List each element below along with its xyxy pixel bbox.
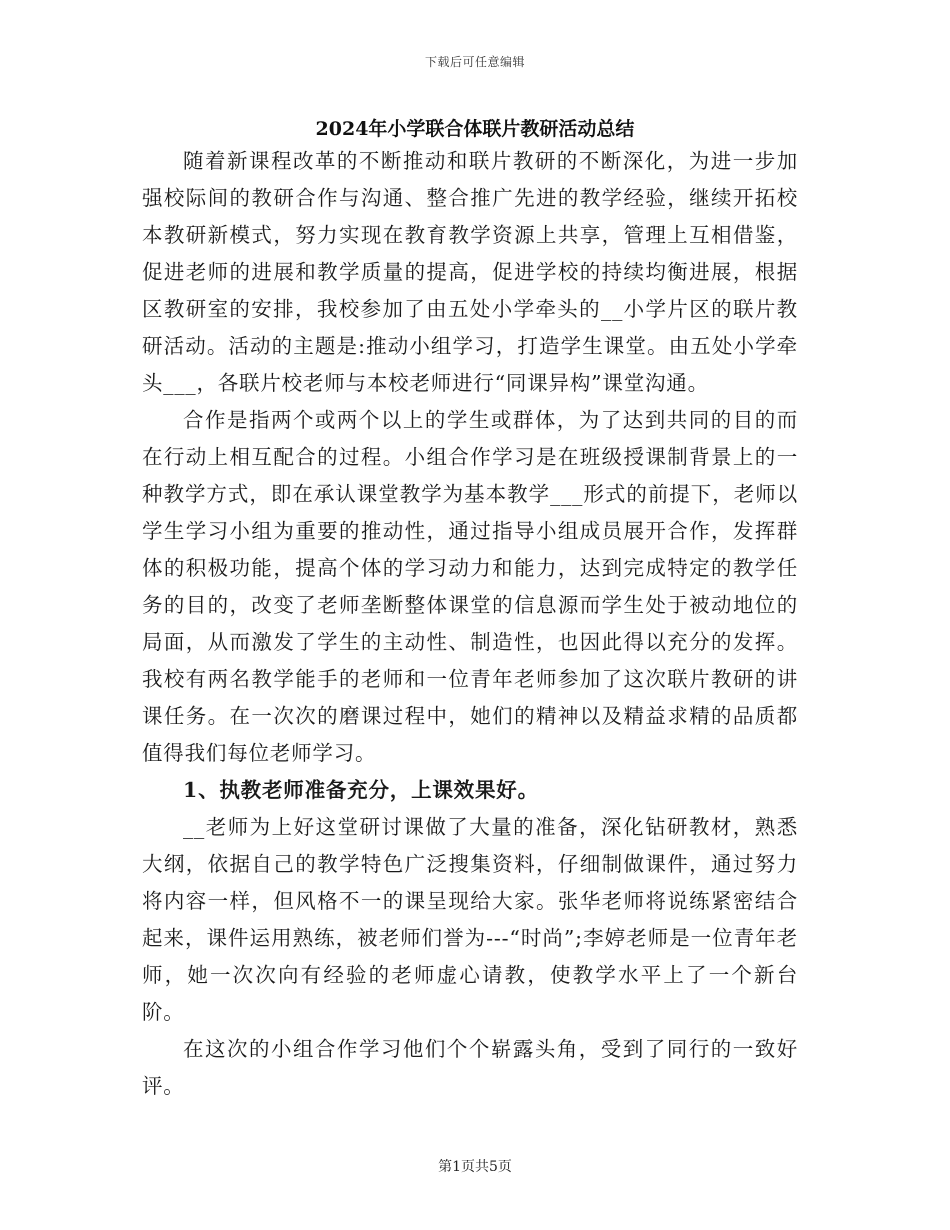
paragraph-cooperation: 合作是指两个或两个以上的学生或群体，为了达到共同的目的而在行动上相互配合的过程。小组合作学习是在班级授课制背景上的一种教学方式，即在承认课堂教学为基本教学___形式的前提下，老师以学生学习小组为重要的推动性，通过指导小组成员展开合作，发挥群体的积极功能，提高个体的学习动力和能力，达到完成特定的教学任务的目的，改变了老师垄断整体课堂的信息源而学生处于被动地位的局面，从而激发了学生的主动性、制造性，也因此得以充分的发挥。我校有两名教学能手的老师和一位青年老师参加了这次联片教研的讲课任务。在一次次的磨课过程中，她们的精神以及精益求精的品质都值得我们每位老师学习。 [142,408,798,765]
paragraph-intro: 随着新课程改革的不断推动和联片教研的不断深化，为进一步加强校际间的教研合作与沟通、整合推广先进的教学经验，继续开拓校本教研新模式，努力实现在教育教学资源上共享，管理上互相借鉴，促进老师的进展和教学质量的提高，促进学校的持续均衡进展，根据区教研室的安排，我校参加了由五处小学牵头的__小学片区的联片教研活动。活动的主题是:推动小组学习，打造学生课堂。由五处小学牵头___，各联片校老师与本校老师进行“同课异构”课堂沟通。 [142,149,798,395]
document-body [142,143,798,1105]
page-footer: 第1页共5页 [438,1159,512,1175]
header-note: 下载后可任意编辑 [424,55,525,69]
section-heading-1: 1、执教老师准备充分，上课效果好。 [183,778,539,802]
document-title: 2024年小学联合体联片教研活动总结 [315,118,635,140]
paragraph-teachers: __老师为上好这堂研讨课做了大量的准备，深化钻研教材，熟悉大纲，依据自己的教学特色广泛搜集资料，仔细制做课件，通过努力将内容一样，但风格不一的课呈现给大家。张华老师将说练紧密结合起来，课件运用熟练，被老师们誉为---“时尚”;李婷老师是一位青年老师，她一次次向有经验的老师虚心请教，使教学水平上了一个新台阶。 [142,815,798,1024]
paragraph-praise: 在这次的小组合作学习他们个个崭露头角，受到了同行的一致好评。 [142,1037,798,1098]
